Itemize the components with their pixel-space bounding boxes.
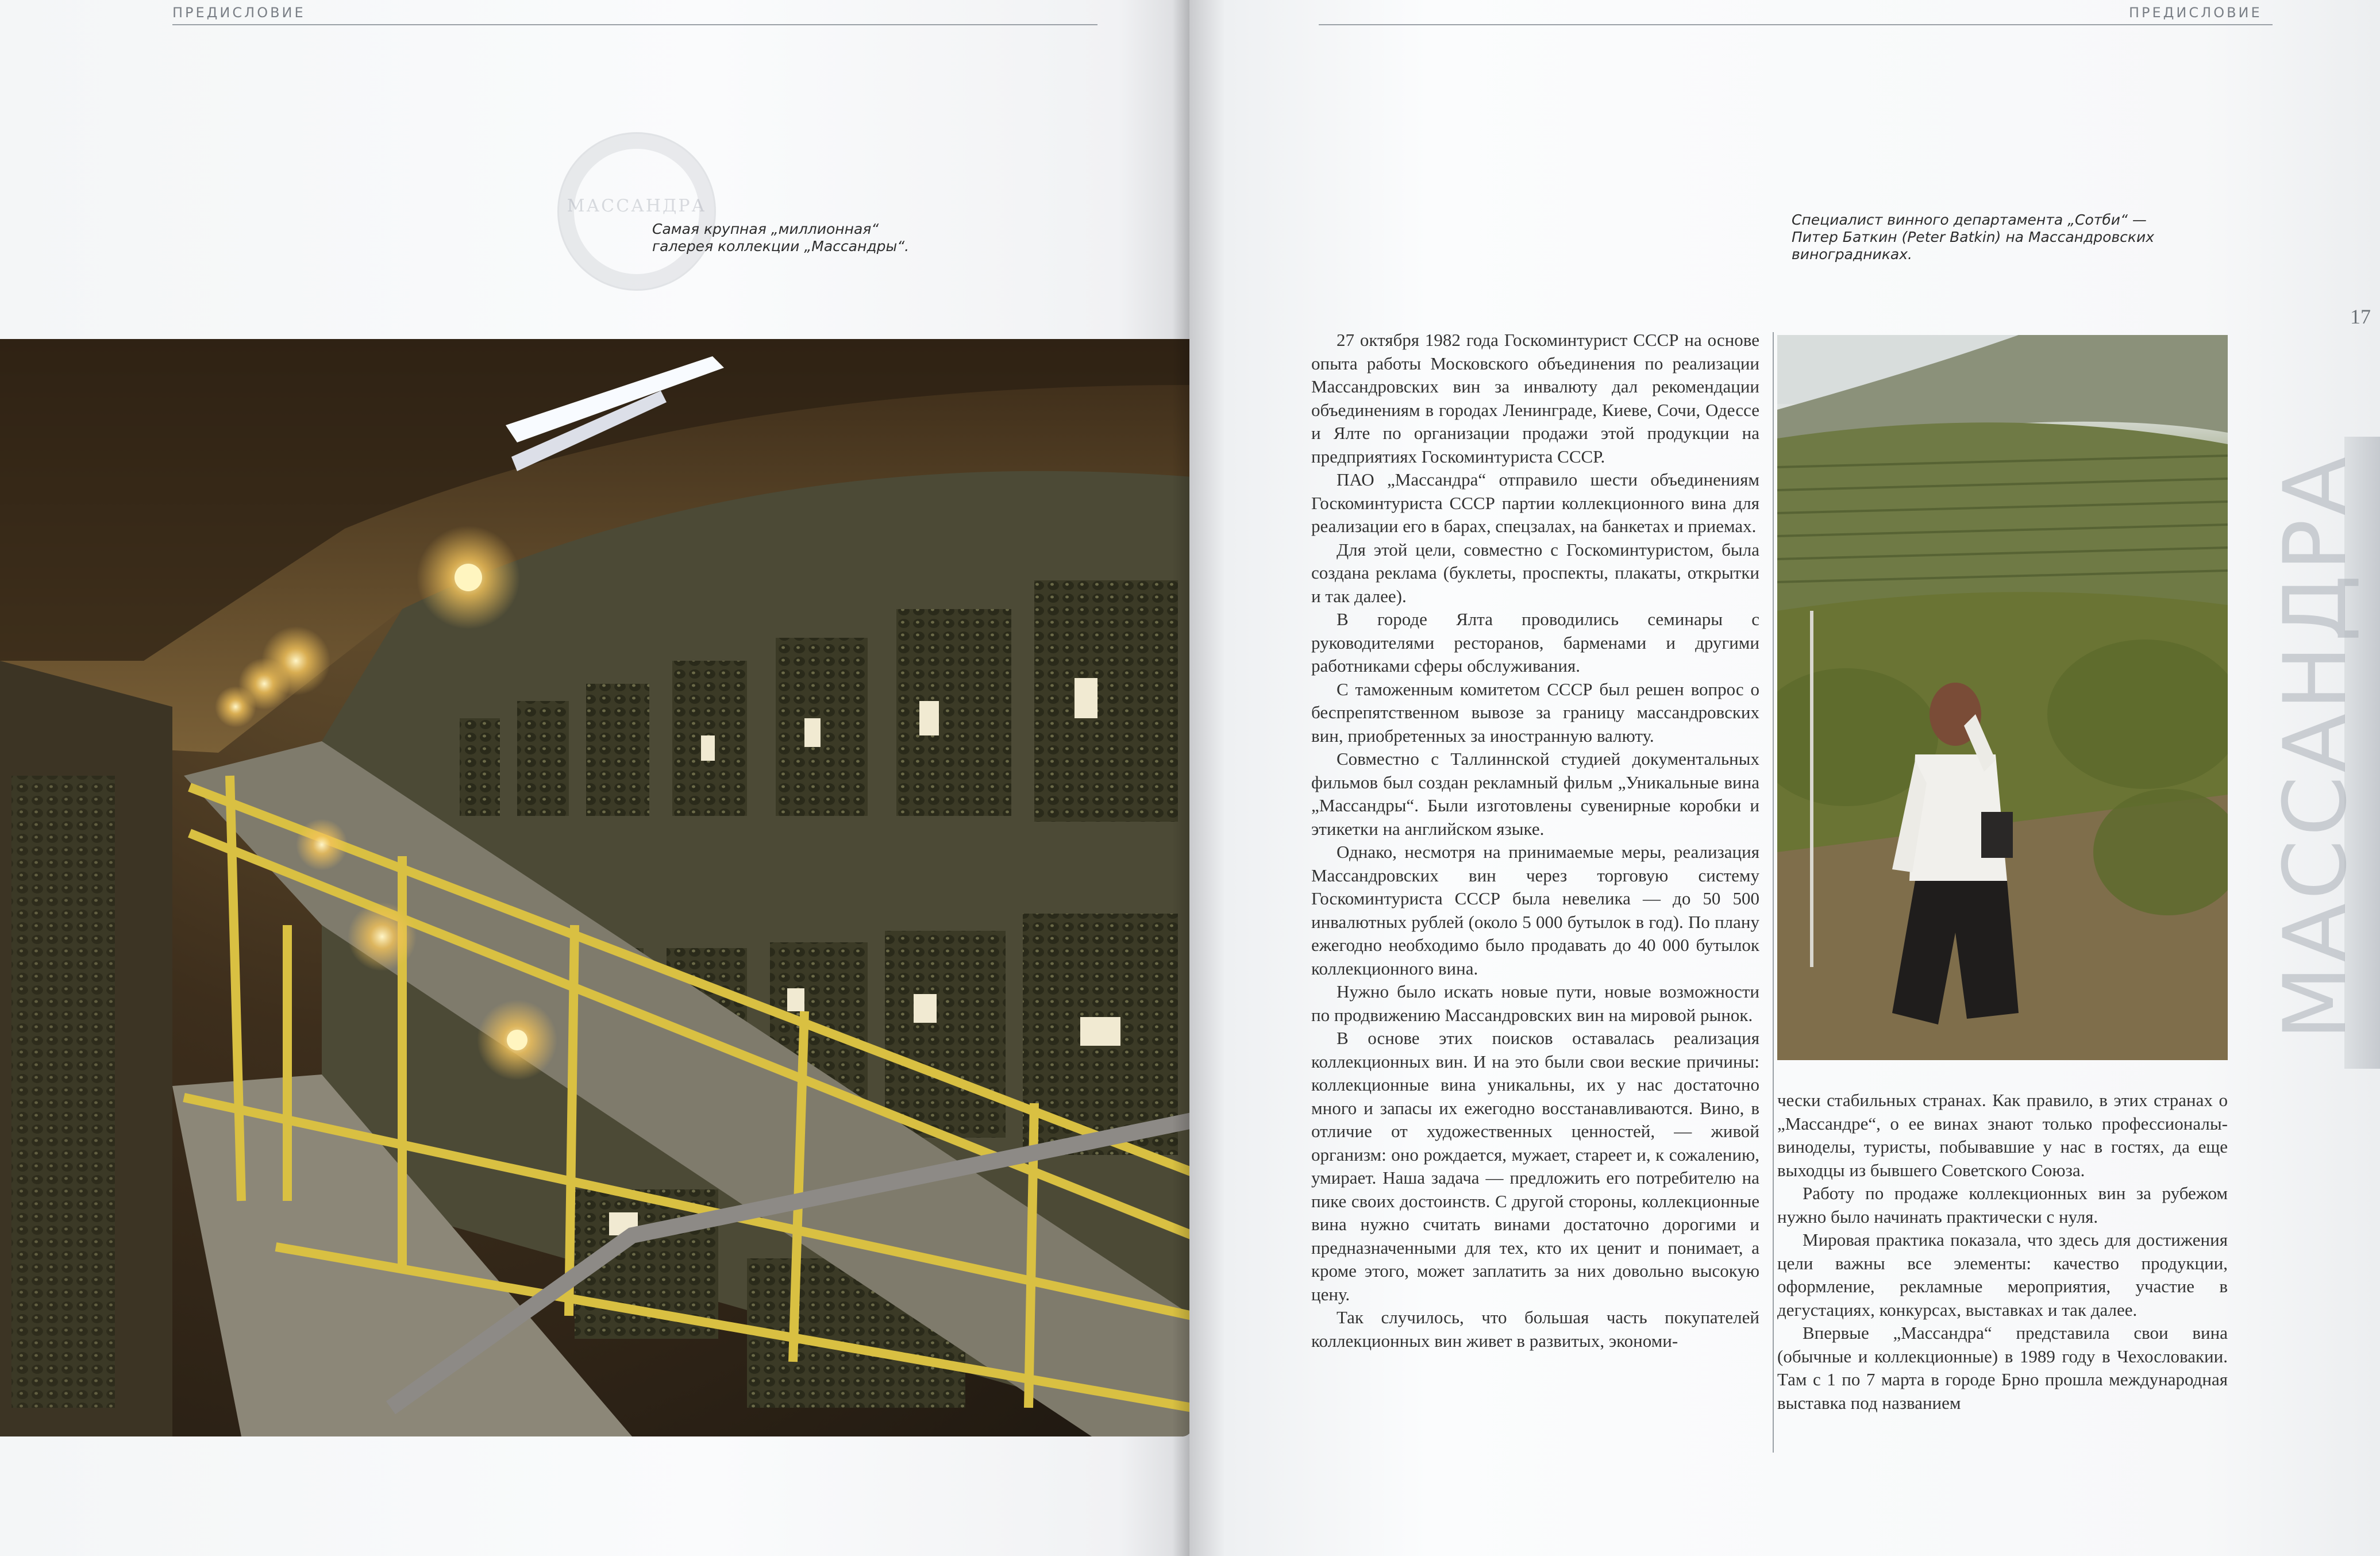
paragraph: Мировая практика показала, что здесь для достижения цели важны все элементы: качество продукции, оформление, рекламные мероприятия, участие в дегустациях, конкурсах, выставках и так далее. — [1777, 1230, 2228, 1320]
caption-line: виноградниках. — [1792, 246, 1912, 263]
paragraph: Нужно было искать новые пути, новые возможности по продвижению Массандровских вин на мировой рынок. — [1311, 981, 1759, 1025]
seal-text: МАССАНДРА — [567, 196, 707, 216]
paragraph: ПАО „Массандра“ отправило шести объединениям Госкоминтуриста СССР партии коллекционного вина для реализации его в барах, спецзалах, на банкетах и приемах. — [1311, 469, 1759, 536]
page-number: 17 — [2350, 305, 2371, 328]
running-head-rule-right — [1319, 24, 2273, 25]
running-head-right: ПРЕДИСЛОВИЕ — [2129, 5, 2262, 21]
massandra-seal-watermark — [557, 132, 716, 291]
paragraph: Однако, несмотря на принимаемые меры, реализация Массандровских вин через торговую систему Госкоминтуриста СССР была невелика — до 50 500 инвалютных рублей (около 5 000 бутылок в год). По плану ежегодно необходимо было продавать до 40 000 бутылок коллекционного вина. — [1311, 842, 1759, 979]
vineyard-portrait-photo — [1777, 335, 2228, 1060]
body-text-column-2 — [1777, 1089, 2228, 1415]
paragraph: Для этой цели, совместно с Госкоминтуристом, была создана реклама (буклеты, проспекты, плакаты, открытки и так далее). — [1311, 539, 1759, 606]
wine-cellar-gallery-photo — [0, 339, 1192, 1436]
cellar-illustration — [0, 339, 1192, 1436]
paragraph: Так случилось, что большая часть покупателей коллекционных вин живет в развитых, экономи- — [1311, 1307, 1759, 1351]
paragraph: 27 октября 1982 года Госкоминтурист СССР на основе опыта работы Московского объединения по реализации Массандровских вин за инвалюту дал рекомендации объединениям в городах Ленинграде, Киеве, Сочи, Одессе и Ялте по организации продажи этой продукции на предприятиях Госкоминтуриста СССР. — [1311, 330, 1759, 467]
running-head-left: ПРЕДИСЛОВИЕ — [172, 5, 306, 21]
running-head-rule-left — [172, 24, 1097, 25]
paragraph: Работу по продаже коллекционных вин за рубежом нужно было начинать практически с нуля. — [1777, 1183, 2228, 1227]
caption-line: Самая крупная „миллионная“ — [652, 221, 879, 237]
cellar-photo-caption — [652, 221, 909, 255]
paragraph: В городе Ялта проводились семинары с руководителями ресторанов, барменами и другими работниками сферы обслуживания. — [1311, 609, 1759, 676]
paragraph: В основе этих поисков оставалась реализация коллекционных вин. И на это были свои веские причины: коллекционные вина уникальны, их у нас достаточно много и запасы их ежегодно восстанавливаются. Вино, в отличие от художественных ценностей, — живой организм: оно рождается, мужает, стареет и, к сожалению, умирает. Наша задача — предложить его потребителю на пике своих достоинств. С другой стороны, коллекционные вина нужно считать винами достаточно дорогими и предназначенными для тех, кто их ценит и понимает, а кроме этого, может заплатить за них довольно высокую цену. — [1311, 1028, 1759, 1304]
paragraph: С таможенным комитетом СССР был решен вопрос о беспрепятственном вывозе за границу массандровских вин, приобретенных за иностранную валюту. — [1311, 679, 1759, 746]
vertical-brand-title: МАССАНДРА — [2266, 453, 2366, 1040]
left-page — [0, 0, 1189, 1556]
caption-line: Специалист винного департамента „Сотби“ — — [1792, 211, 2147, 228]
vineyard-photo-caption — [1792, 211, 2154, 263]
caption-line: Питер Баткин (Peter Batkin) на Массандровских — [1792, 229, 2155, 245]
paragraph: чески стабильных странах. Как правило, в этих странах о „Массандре“, о ее винах знают только профессионалы-виноделы, туристы, побывавшие у нас в гостях, да еще выходцы из бывшего Советского Союза. — [1777, 1090, 2228, 1180]
body-text-column-1 — [1311, 329, 1759, 1353]
paragraph: Совместно с Таллиннской студией документальных фильмов был создан рекламный фильм „Уникальные вина „Массандры“. Были изготовлены сувенирные коробки и этикетки на английском языке. — [1311, 749, 1759, 839]
caption-line: галерея коллекции „Массандры“. — [652, 238, 910, 255]
paragraph: Впервые „Массандра“ представила свои вина (обычные и коллекционные) в 1989 году в Чехословакии. Там с 1 по 7 марта в городе Брно прошла международная выставка под названием — [1777, 1323, 2228, 1413]
column-divider — [1773, 332, 1774, 1453]
vineyard-illustration — [1777, 335, 2228, 1060]
